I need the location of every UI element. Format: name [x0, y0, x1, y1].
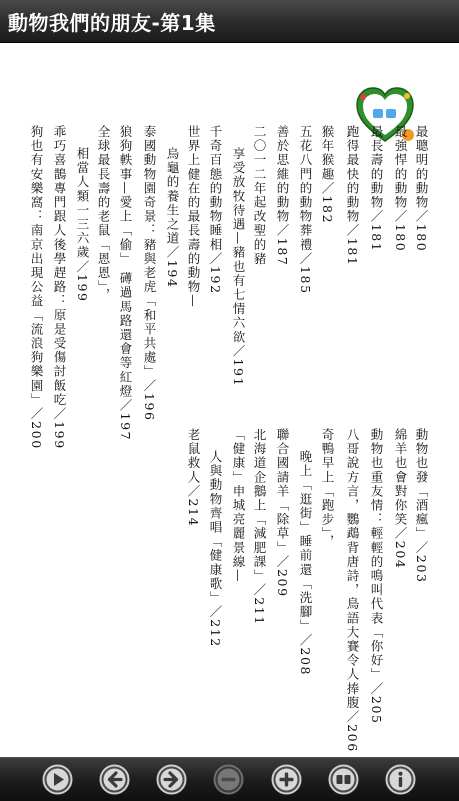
book-page[interactable]: [0, 43, 459, 757]
toc-entry[interactable]: 善於思維的動物／187: [275, 125, 290, 267]
next-page-button[interactable]: [156, 764, 187, 795]
zoom-in-icon: [271, 764, 302, 795]
toc-entry[interactable]: 全球最長壽的老鼠「恩恩」，: [96, 125, 111, 303]
toc-entry[interactable]: 狼狗軼事—愛上「偷」 礡過馬路還會等紅燈／197: [118, 125, 133, 442]
toc-entry[interactable]: 猴年猴趣／182: [320, 125, 335, 225]
toc-entry[interactable]: 聯合國請羊「除草」／209: [275, 428, 290, 598]
toc-entry[interactable]: 最強悍的動物／180: [393, 125, 408, 253]
info-icon: [385, 764, 416, 795]
toc-entry[interactable]: 跑得最快的動物／181: [345, 125, 360, 267]
toc-entry[interactable]: 世界上健在的最長壽的動物—: [186, 125, 201, 309]
page-layout-icon: [328, 764, 359, 795]
book-title: 動物我們的朋友-第1集: [8, 11, 216, 35]
previous-page-button[interactable]: [99, 764, 130, 795]
toc-entry[interactable]: 享受放牧待遇—豬也有七情六欲／191: [231, 147, 246, 388]
toc-entry[interactable]: 北海道企鵝上「減肥課」／211: [252, 428, 267, 626]
toc-entry[interactable]: 八哥說方言，鸚鵡背唐詩，鳥語大賽令人捧腹／206: [345, 428, 360, 753]
toc-entry[interactable]: 五花八門的動物葬禮／185: [298, 125, 313, 295]
toc-entry[interactable]: 人與動物齊唱「健康歌」／212: [208, 450, 223, 648]
toc-entry[interactable]: 晚上「逛街」睡前還「洗腳」／208: [298, 450, 313, 677]
title-bar: [0, 0, 459, 43]
toc-entry[interactable]: 泰國動物園奇景：豬與老虎「和平共處」／196: [142, 125, 157, 422]
info-button[interactable]: [385, 764, 416, 795]
zoom-in-button[interactable]: [271, 764, 302, 795]
play-button[interactable]: [42, 764, 73, 795]
toc-entry[interactable]: 千奇百態的動物睡相／192: [208, 125, 223, 295]
toc-entry[interactable]: 乖巧喜鵲專門跟人後學趕路：原是受傷討飯吃／199: [52, 125, 67, 450]
zoom-out-icon: [213, 764, 244, 795]
zoom-out-button[interactable]: [213, 764, 244, 795]
toc-entry[interactable]: 動物也發「酒瘋」／203: [414, 428, 429, 584]
play-icon: [42, 764, 73, 795]
toc-entry[interactable]: 狗也有安樂窩：南京出現公益「流浪狗樂園」／200: [29, 125, 44, 450]
toc-entry[interactable]: 奇鴨早上「跑步」，: [320, 428, 335, 549]
toc-entry[interactable]: 動物也重友情：輕輕的鳴叫代表「你好」／205: [369, 428, 384, 725]
prev-page-icon: [99, 764, 130, 795]
toc-entry[interactable]: 烏龜的養生之道／194: [165, 147, 180, 289]
toc-entry[interactable]: 老鼠救人／214: [186, 428, 201, 528]
toc-entry[interactable]: 二〇一二年起改聖的豬: [252, 125, 267, 266]
toc-entry[interactable]: 最長壽的動物／181: [369, 125, 384, 253]
toc-entry[interactable]: 相當人類一三六歲／199: [75, 147, 90, 303]
page-layout-button[interactable]: [328, 764, 359, 795]
toc-entry[interactable]: 最聰明的動物／180: [414, 125, 429, 253]
next-page-icon: [156, 764, 187, 795]
toc-entry[interactable]: 綿羊也會對你笑／204: [393, 428, 408, 570]
bottom-toolbar: [0, 757, 459, 801]
toc-entry[interactable]: 「健康」申城亮麗景線—: [231, 428, 246, 584]
